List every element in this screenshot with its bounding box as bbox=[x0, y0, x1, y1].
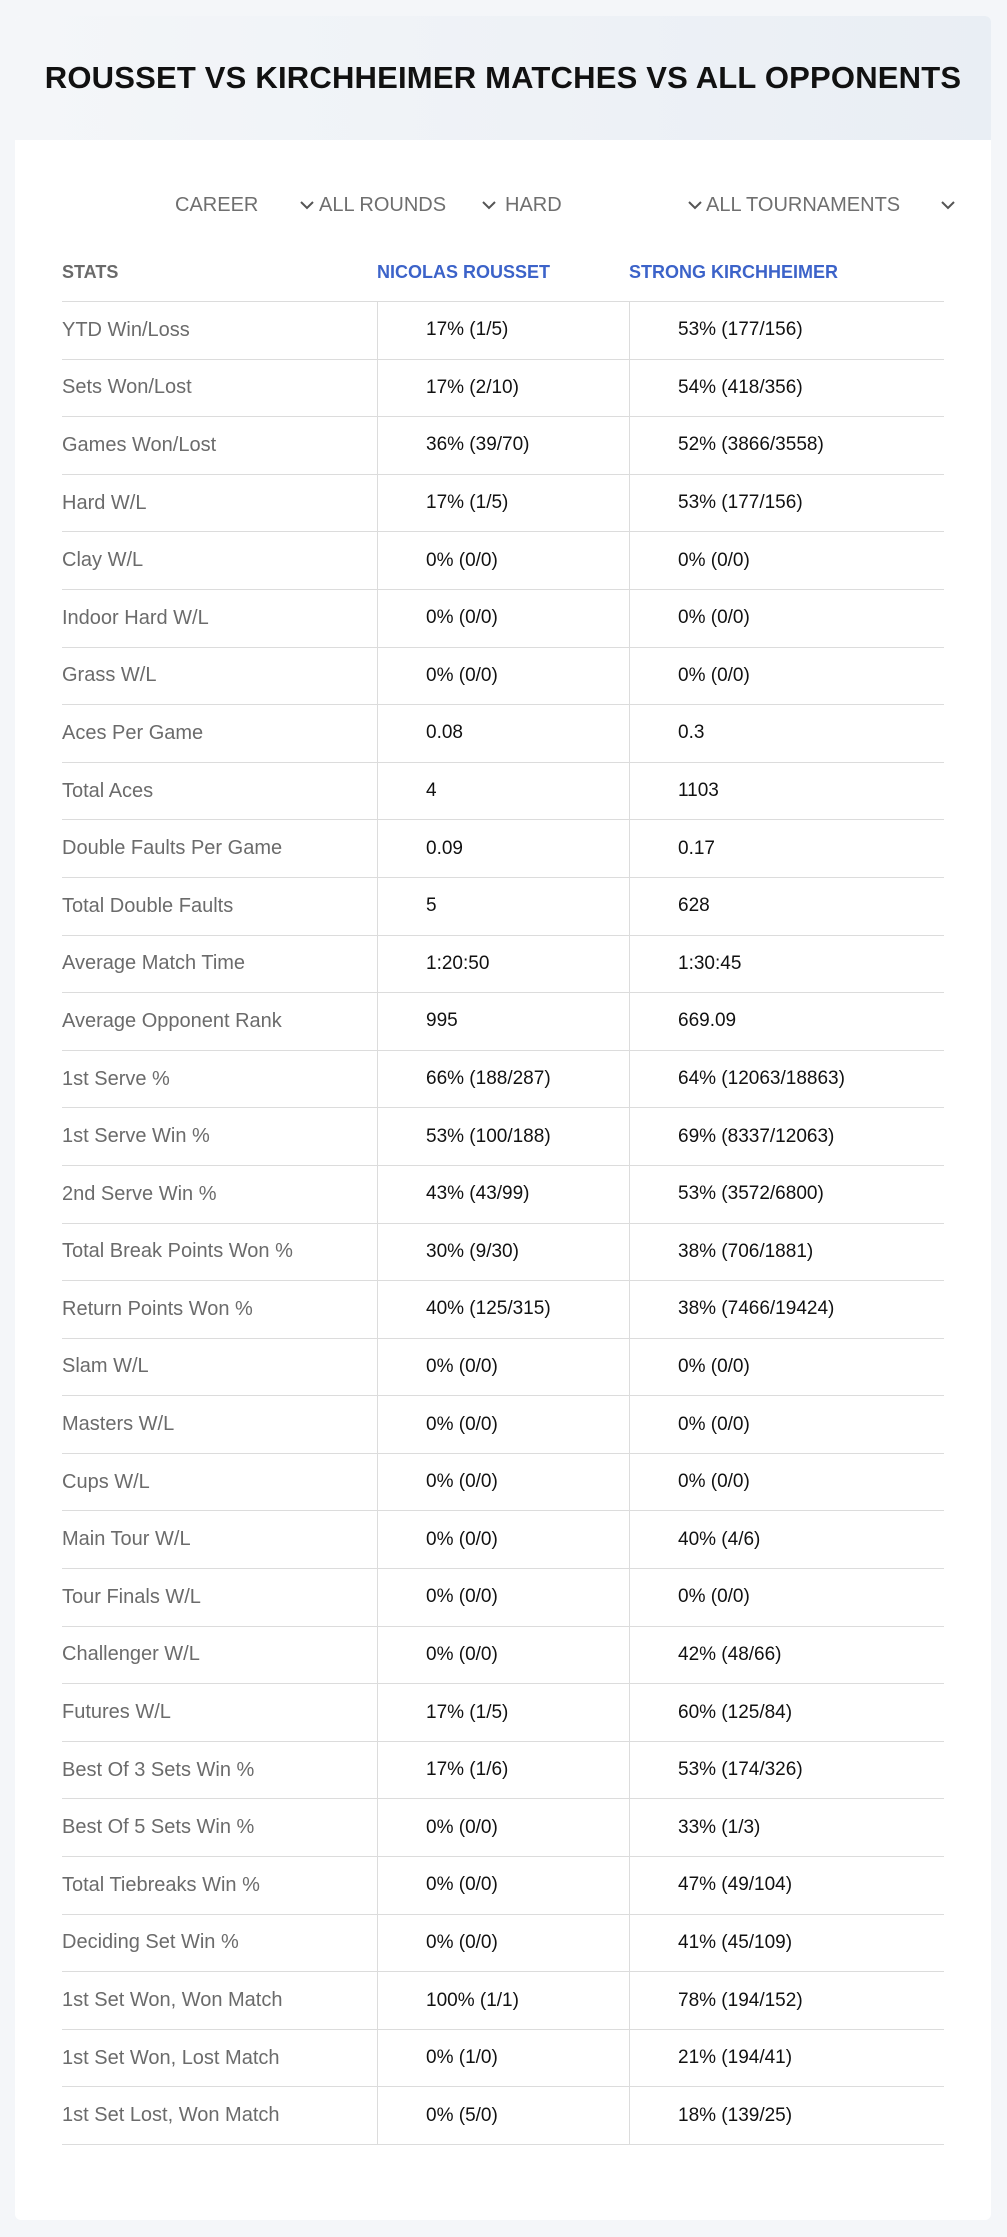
stat-label: Best Of 3 Sets Win % bbox=[62, 1758, 255, 1781]
stat-label: Masters W/L bbox=[62, 1413, 175, 1436]
stat-label: Aces Per Game bbox=[62, 721, 204, 744]
player2-stat-value: 0% (0/0) bbox=[629, 1454, 944, 1511]
player2-stat-value: 53% (3572/6800) bbox=[629, 1166, 944, 1223]
stat-label: Games Won/Lost bbox=[62, 433, 217, 456]
table-row bbox=[62, 1396, 944, 1454]
player2-stat-value: 0% (0/0) bbox=[629, 1339, 944, 1396]
stat-label: 1st Serve Win % bbox=[62, 1125, 210, 1148]
table-row bbox=[62, 1972, 944, 2030]
stat-label: Double Faults Per Game bbox=[62, 837, 283, 860]
stat-label: Total Tiebreaks Win % bbox=[62, 1873, 260, 1896]
chevron-down-icon bbox=[938, 195, 958, 215]
player1-stat-value: 17% (1/5) bbox=[377, 1684, 629, 1741]
table-row bbox=[62, 1339, 944, 1397]
table-row bbox=[62, 1799, 944, 1857]
player1-stat-value: 0% (0/0) bbox=[377, 1396, 629, 1453]
stat-label: Challenger W/L bbox=[62, 1643, 200, 1666]
rounds-dropdown-label: ALL ROUNDS bbox=[319, 193, 447, 216]
player2-stat-value: 60% (125/84) bbox=[629, 1684, 944, 1741]
stat-label: Total Break Points Won % bbox=[62, 1240, 293, 1263]
stat-label: Sets Won/Lost bbox=[62, 376, 192, 399]
tournaments-dropdown[interactable] bbox=[706, 184, 958, 226]
player1-stat-value: 0% (0/0) bbox=[377, 1454, 629, 1511]
player1-stat-value: 17% (1/5) bbox=[377, 475, 629, 532]
table-row bbox=[62, 475, 944, 533]
player2-stat-value: 42% (48/66) bbox=[629, 1627, 944, 1684]
player1-stat-value: 43% (43/99) bbox=[377, 1166, 629, 1223]
player2-stat-value: 53% (177/156) bbox=[629, 475, 944, 532]
stat-label: Slam W/L bbox=[62, 1355, 149, 1378]
player1-stat-value: 17% (1/5) bbox=[377, 302, 629, 359]
table-row bbox=[62, 417, 944, 475]
table-row bbox=[62, 763, 944, 821]
stat-label: Average Opponent Rank bbox=[62, 1009, 282, 1032]
stat-label: Grass W/L bbox=[62, 664, 157, 687]
player1-stat-value: 0.09 bbox=[377, 820, 629, 877]
player1-stat-value: 0% (0/0) bbox=[377, 532, 629, 589]
stat-label: Tour Finals W/L bbox=[62, 1585, 201, 1608]
filter-bar bbox=[15, 184, 991, 226]
table-row bbox=[62, 993, 944, 1051]
surface-dropdown-label: HARD bbox=[505, 193, 562, 216]
player2-stat-value: 0% (0/0) bbox=[629, 532, 944, 589]
table-row bbox=[62, 360, 944, 418]
table-row bbox=[62, 1051, 944, 1109]
player1-stat-value: 0% (0/0) bbox=[377, 1915, 629, 1972]
player1-column-header[interactable]: NICOLAS ROUSSET bbox=[377, 262, 551, 282]
stat-label: Total Double Faults bbox=[62, 894, 234, 917]
player2-stat-value: 0% (0/0) bbox=[629, 648, 944, 705]
stat-label: 1st Serve % bbox=[62, 1067, 170, 1090]
table-row bbox=[62, 1281, 944, 1339]
player2-stat-value: 41% (45/109) bbox=[629, 1915, 944, 1972]
page-header bbox=[15, 16, 991, 140]
tournaments-dropdown-label: ALL TOURNAMENTS bbox=[706, 193, 901, 216]
table-row bbox=[62, 705, 944, 763]
player2-stat-value: 21% (194/41) bbox=[629, 2030, 944, 2087]
stat-label: Deciding Set Win % bbox=[62, 1931, 239, 1954]
player1-stat-value: 0% (0/0) bbox=[377, 1511, 629, 1568]
table-row bbox=[62, 1569, 944, 1627]
chevron-down-icon bbox=[685, 195, 705, 215]
player1-stat-value: 40% (125/315) bbox=[377, 1281, 629, 1338]
player2-stat-value: 69% (8337/12063) bbox=[629, 1108, 944, 1165]
table-row bbox=[62, 1742, 944, 1800]
player2-stat-value: 628 bbox=[629, 878, 944, 935]
table-row bbox=[62, 1454, 944, 1512]
player2-stat-value: 0% (0/0) bbox=[629, 1569, 944, 1626]
player1-stat-value: 0% (0/0) bbox=[377, 1569, 629, 1626]
player1-stat-value: 0% (1/0) bbox=[377, 2030, 629, 2087]
player1-stat-value: 36% (39/70) bbox=[377, 417, 629, 474]
stats-table bbox=[62, 244, 944, 2145]
table-row bbox=[62, 2030, 944, 2088]
player1-stat-value: 1:20:50 bbox=[377, 936, 629, 993]
stat-label: 1st Set Won, Lost Match bbox=[62, 2046, 280, 2069]
stat-label: 1st Set Lost, Won Match bbox=[62, 2104, 280, 2127]
stat-label: Futures W/L bbox=[62, 1701, 171, 1724]
chevron-down-icon bbox=[297, 195, 317, 215]
player2-stat-value: 0.3 bbox=[629, 705, 944, 762]
player2-stat-value: 53% (177/156) bbox=[629, 302, 944, 359]
player1-stat-value: 0% (0/0) bbox=[377, 1339, 629, 1396]
page-title: ROUSSET VS KIRCHHEIMER MATCHES VS ALL OPPONENTS bbox=[44, 60, 962, 95]
player1-stat-value: 0% (0/0) bbox=[377, 1627, 629, 1684]
player1-stat-value: 995 bbox=[377, 993, 629, 1050]
stat-label: 1st Set Won, Won Match bbox=[62, 1989, 283, 2012]
table-row bbox=[62, 1627, 944, 1685]
period-dropdown-label: CAREER bbox=[175, 193, 259, 216]
table-row bbox=[62, 648, 944, 706]
player2-stat-value: 1103 bbox=[629, 763, 944, 820]
table-row bbox=[62, 532, 944, 590]
stat-label: Best Of 5 Sets Win % bbox=[62, 1816, 255, 1839]
player1-stat-value: 0% (0/0) bbox=[377, 1857, 629, 1914]
table-row bbox=[62, 590, 944, 648]
player1-stat-value: 0% (0/0) bbox=[377, 648, 629, 705]
player1-stat-value: 0% (5/0) bbox=[377, 2087, 629, 2144]
stat-label: Clay W/L bbox=[62, 549, 144, 572]
player2-stat-value: 669.09 bbox=[629, 993, 944, 1050]
player2-stat-value: 0.17 bbox=[629, 820, 944, 877]
player1-stat-value: 66% (188/287) bbox=[377, 1051, 629, 1108]
table-row bbox=[62, 936, 944, 994]
table-row bbox=[62, 1684, 944, 1742]
player2-stat-value: 78% (194/152) bbox=[629, 1972, 944, 2029]
stat-label: Return Points Won % bbox=[62, 1297, 253, 1320]
period-dropdown[interactable] bbox=[175, 184, 317, 226]
stat-label: Indoor Hard W/L bbox=[62, 606, 209, 629]
player1-stat-value: 0% (0/0) bbox=[377, 590, 629, 647]
stat-label: Cups W/L bbox=[62, 1470, 150, 1493]
chevron-down-icon bbox=[479, 195, 499, 215]
rounds-dropdown[interactable] bbox=[319, 184, 499, 226]
player1-stat-value: 0% (0/0) bbox=[377, 1799, 629, 1856]
table-body bbox=[62, 302, 944, 2145]
stats-column-header: STATS bbox=[62, 262, 119, 282]
stat-label: Average Match Time bbox=[62, 952, 246, 975]
table-row bbox=[62, 878, 944, 936]
player1-stat-value: 17% (1/6) bbox=[377, 1742, 629, 1799]
player1-stat-value: 30% (9/30) bbox=[377, 1224, 629, 1281]
player2-stat-value: 38% (706/1881) bbox=[629, 1224, 944, 1281]
table-header bbox=[62, 244, 944, 302]
player1-stat-value: 17% (2/10) bbox=[377, 360, 629, 417]
player2-stat-value: 1:30:45 bbox=[629, 936, 944, 993]
player2-stat-value: 38% (7466/19424) bbox=[629, 1281, 944, 1338]
table-row bbox=[62, 2087, 944, 2145]
stat-label: Total Aces bbox=[62, 779, 154, 802]
player2-stat-value: 53% (174/326) bbox=[629, 1742, 944, 1799]
table-row bbox=[62, 302, 944, 360]
player1-stat-value: 100% (1/1) bbox=[377, 1972, 629, 2029]
surface-dropdown[interactable] bbox=[505, 184, 705, 226]
player2-stat-value: 54% (418/356) bbox=[629, 360, 944, 417]
stat-label: Main Tour W/L bbox=[62, 1528, 191, 1551]
player2-column-header[interactable]: STRONG KIRCHHEIMER bbox=[629, 262, 839, 282]
player1-stat-value: 4 bbox=[377, 763, 629, 820]
player2-stat-value: 64% (12063/18863) bbox=[629, 1051, 944, 1108]
player1-stat-value: 53% (100/188) bbox=[377, 1108, 629, 1165]
player1-stat-value: 0.08 bbox=[377, 705, 629, 762]
stat-label: YTD Win/Loss bbox=[62, 318, 190, 341]
player1-stat-value: 5 bbox=[377, 878, 629, 935]
player2-stat-value: 18% (139/25) bbox=[629, 2087, 944, 2144]
player2-stat-value: 52% (3866/3558) bbox=[629, 417, 944, 474]
player2-stat-value: 0% (0/0) bbox=[629, 1396, 944, 1453]
player2-stat-value: 40% (4/6) bbox=[629, 1511, 944, 1568]
player2-stat-value: 0% (0/0) bbox=[629, 590, 944, 647]
table-row bbox=[62, 820, 944, 878]
stat-label: Hard W/L bbox=[62, 491, 147, 514]
table-row bbox=[62, 1857, 944, 1915]
table-row bbox=[62, 1511, 944, 1569]
table-row bbox=[62, 1108, 944, 1166]
player2-stat-value: 33% (1/3) bbox=[629, 1799, 944, 1856]
stats-card bbox=[15, 16, 991, 2220]
player2-stat-value: 47% (49/104) bbox=[629, 1857, 944, 1914]
table-row bbox=[62, 1915, 944, 1973]
table-row bbox=[62, 1166, 944, 1224]
table-row bbox=[62, 1224, 944, 1282]
stat-label: 2nd Serve Win % bbox=[62, 1182, 217, 1205]
